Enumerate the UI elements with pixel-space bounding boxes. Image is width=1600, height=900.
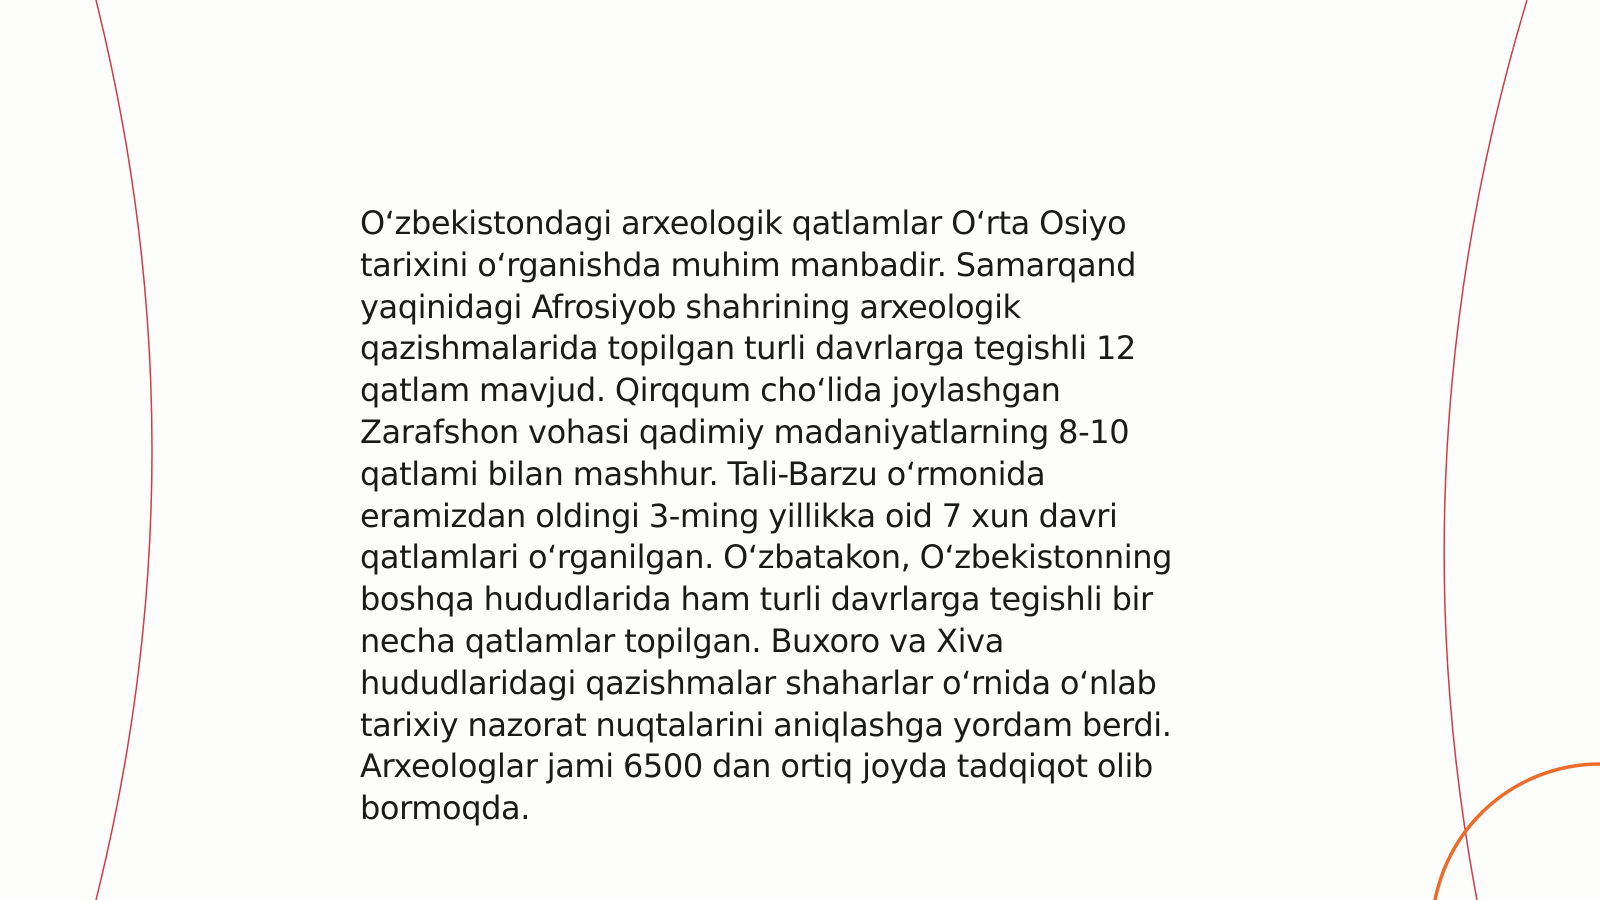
orange-arc [1432,764,1600,900]
right-curve-line [1444,0,1527,900]
body-paragraph: O‘zbekistondagi arxeologik qatlamlar O‘rta Osiyo tarixini o‘rganishda muhim manbadir. Samarqand yaqinidagi Afrosiyob shahrining arxeologik qazishmalarida topilgan turli davrlarga tegishli 12 qatlam mavjud. Qirqqum cho‘lida joylashgan Zarafshon vohasi qadimiy madaniyatlarning 8-10 qatlami bilan mashhur. Tali-Barzu o‘rmonida eramizdan oldingi 3-ming yillikka oid 7 xun davri qatlamlari o‘rganilgan. O‘zbatakon, O‘zbekistonning boshqa hududlarida ham turli davrlarga tegishli bir necha qatlamlar topilgan. Buxoro va Xiva hududlaridagi qazishmalar shaharlar o‘rnida o‘nlab tarixiy nazorat nuqtalarini aniqlashga yordam berdi. Arxeologlar jami 6500 dan ortiq joyda tadqiqot olib bormoqda. [360,204,1173,828]
left-curve-line [96,0,152,900]
